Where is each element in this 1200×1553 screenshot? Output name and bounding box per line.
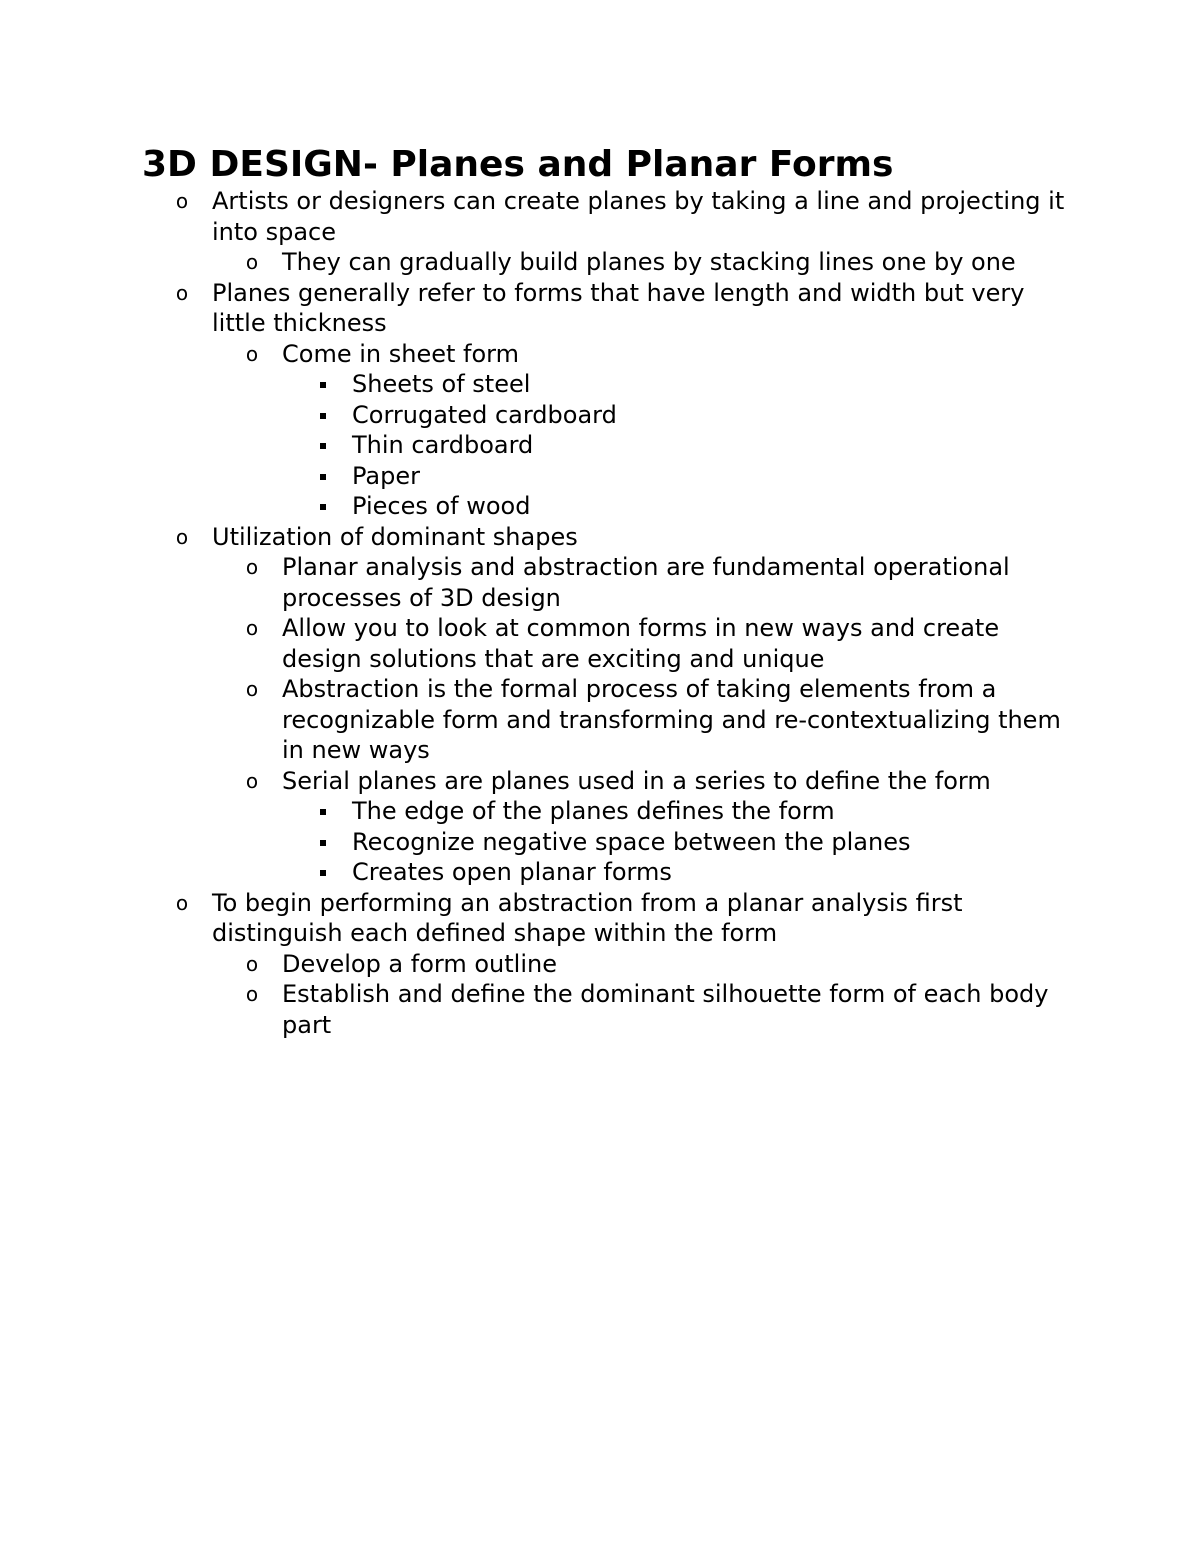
outline-item-level-3 [282, 796, 1072, 827]
square-bullet-icon [317, 491, 329, 521]
outline-item-level-1 [142, 888, 1072, 1041]
circle-bullet-icon: o [245, 677, 259, 701]
circle-bullet-icon: o [245, 982, 259, 1006]
outline-item-level-2 [212, 613, 1072, 674]
square-bullet-icon [317, 857, 329, 887]
outline-item-text: Sheets of steel [352, 370, 531, 398]
page-title: 3D DESIGN- Planes and Planar Forms [142, 144, 894, 185]
circle-bullet-icon: o [175, 189, 189, 213]
outline-item-text: Artists or designers can create planes by taking a line and projecting it into space [212, 187, 1065, 246]
outline-item-level-3 [282, 430, 1072, 461]
circle-bullet-icon: o [245, 616, 259, 640]
sub-list [212, 552, 1072, 888]
square-bullet-icon [317, 796, 329, 826]
square-bullet-icon [317, 430, 329, 460]
outline-item-text: Pieces of wood [352, 492, 531, 520]
outline-item-text: Recognize negative space between the planes [352, 827, 911, 856]
outline-item-level-1 [142, 522, 1072, 888]
circle-bullet-icon: o [245, 951, 259, 976]
outline-item-text: They can gradually build planes by stacking lines one by one [282, 248, 1016, 276]
outline-item-text: Planes generally refer to forms that have length and width but very little thickness [212, 278, 1025, 337]
outline-item-level-1 [142, 186, 1072, 278]
outline-item-level-3 [282, 491, 1072, 522]
outline-item-text: Abstraction is the formal process of taking elements from a recognizable form and transforming and re-contextualizing them in new ways [282, 675, 1061, 764]
outline-item-level-2 [212, 247, 1072, 278]
sub-list [212, 339, 1072, 522]
circle-bullet-icon: o [175, 280, 189, 305]
sub-sub-list [282, 796, 1072, 888]
outline-item-text: Develop a form outline [282, 949, 557, 978]
square-bullet-icon [317, 461, 329, 491]
outline-item-level-3 [282, 461, 1072, 492]
outline-item-level-1 [142, 278, 1072, 522]
square-bullet-icon [317, 369, 329, 399]
bullet-outline [142, 186, 1072, 1040]
outline-item-text: Allow you to look at common forms in new ways and create design solutions that are exciting and unique [282, 614, 1000, 673]
outline-item-level-3 [282, 369, 1072, 400]
outline-item-text: Utilization of dominant shapes [212, 522, 578, 551]
circle-bullet-icon: o [175, 890, 189, 915]
outline-item-text: The edge of the planes defines the form [352, 797, 835, 825]
outline-item-text: Come in sheet form [282, 339, 519, 368]
outline-item-text: Corrugated cardboard [352, 400, 617, 429]
circle-bullet-icon: o [245, 768, 259, 793]
outline-item-level-2 [212, 674, 1072, 766]
sub-list [212, 247, 1072, 278]
sub-list [212, 949, 1072, 1041]
square-bullet-icon [317, 400, 329, 430]
outline-item-text: Establish and define the dominant silhouette form of each body part [282, 980, 1049, 1039]
outline-item-text: To begin performing an abstraction from a planar analysis first distinguish each defined shape within the form [212, 888, 963, 947]
outline-item-text: Creates open planar forms [352, 858, 672, 886]
outline-item-level-2 [212, 979, 1072, 1040]
outline-item-level-3 [282, 857, 1072, 888]
circle-bullet-icon: o [245, 555, 259, 579]
outline-item-text: Thin cardboard [352, 431, 534, 459]
outline-item-text: Serial planes are planes used in a series to define the form [282, 766, 991, 795]
outline-item-level-2 [212, 766, 1072, 888]
outline-item-level-2 [212, 552, 1072, 613]
circle-bullet-icon: o [175, 524, 189, 549]
outline-item-level-3 [282, 400, 1072, 431]
square-bullet-icon [317, 827, 329, 857]
outline-item-text: Paper [352, 461, 420, 490]
circle-bullet-icon: o [245, 341, 259, 366]
circle-bullet-icon: o [245, 250, 259, 274]
outline-item-level-2 [212, 949, 1072, 980]
outline-item-level-3 [282, 827, 1072, 858]
sub-sub-list [282, 369, 1072, 522]
outline-item-level-2 [212, 339, 1072, 522]
outline-item-text: Planar analysis and abstraction are fundamental operational processes of 3D design [282, 553, 1010, 612]
